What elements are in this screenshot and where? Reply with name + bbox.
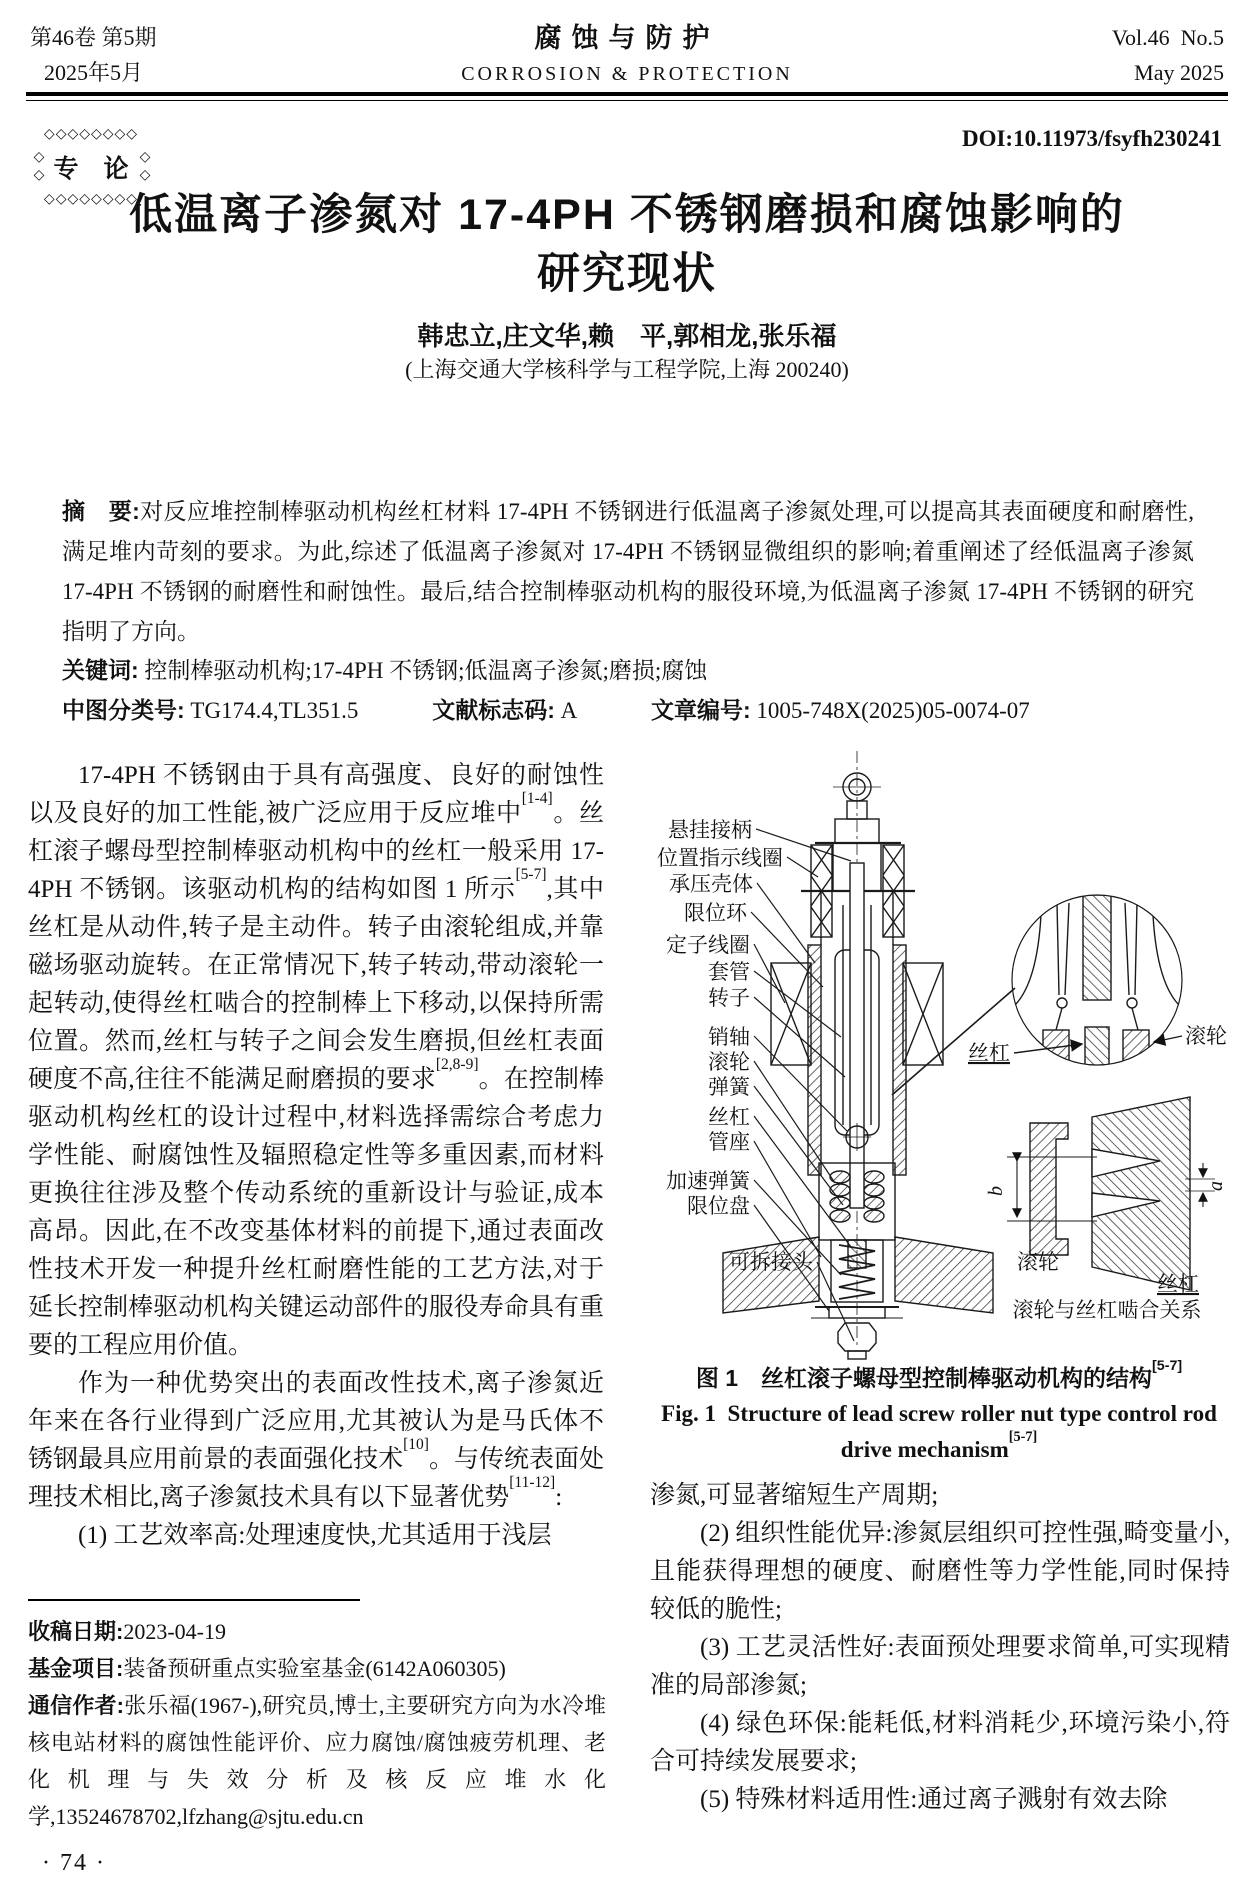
body-paragraph-2: 作为一种优势突出的表面改性技术,离子渗氮近年来在各行业得到广泛应用,尤其被认为是马氏体不锈钢最具应用前景的表面强化技术[10]。与传统表面处理技术相比,离子渗氮技术具有以下显著优势[11-12]: xyxy=(28,1370,604,1511)
label-pin-shaft: 销轴 xyxy=(708,1025,750,1049)
issue-cn: 第46卷 第5期 xyxy=(30,25,157,50)
journal-title-en: CORROSION & PROTECTION xyxy=(461,63,793,85)
label-limit-plate: 限位盘 xyxy=(687,1194,750,1218)
badge-border-bottom: ◇◇◇◇◇◇◇◇ xyxy=(43,192,139,207)
vol-en: Vol.46 No.5 xyxy=(1111,25,1224,50)
doc-code-value: A xyxy=(560,698,578,723)
footnote-corresponding: 通信作者:张乐福(1967-),研究员,博士,主要研究方向为水冷堆核电站材料的腐蚀性能评价、应力腐蚀/腐蚀疲劳机理、老化机理与失效分析及核反应堆水化学,13524678702,lfzhang@sjtu.edu.cn xyxy=(28,1693,606,1829)
doc-code-label: 文献标志码: xyxy=(432,697,555,723)
inset-label-roller: 滚轮 xyxy=(1185,1024,1227,1048)
body-list-item-5: (5) 特殊材料适用性:通过离子溅射有效去除 xyxy=(700,1786,1168,1813)
figure-1-caption xyxy=(648,1357,1230,1468)
inset-detail xyxy=(1013,895,1181,1072)
label-pressure-shell: 承压壳体 xyxy=(669,872,753,896)
date-cn: 2025年5月 xyxy=(44,60,144,85)
figure-caption-en-ref: [5-7] xyxy=(1008,1428,1038,1445)
label-hanging-handle: 悬挂接柄 xyxy=(668,818,752,842)
label-stator-coil: 定子线圈 xyxy=(666,933,750,957)
figure-caption-cn: 图 1 丝杠滚子螺母型控制棒驱动机构的结构[5-7] xyxy=(695,1357,1183,1391)
figure-caption-cn-ref: [5-7] xyxy=(1152,1357,1183,1374)
figure-1-drawing xyxy=(645,745,1240,1360)
label-limit-ring: 限位环 xyxy=(684,901,747,925)
page-number: · 74 · xyxy=(42,1850,106,1876)
column-badge-label: 专 论 xyxy=(53,155,129,183)
authors: 韩忠立,庄文华,赖 平,郭相龙,张乐福 xyxy=(417,321,837,351)
label-roller: 滚轮 xyxy=(708,1050,750,1074)
left-column xyxy=(28,757,604,1555)
footnote-received: 收稿日期:2023-04-19 xyxy=(28,1619,226,1644)
keywords-line xyxy=(62,652,1194,685)
body-list-item-1: (1) 工艺效率高:处理速度快,尤其适用于浅层 xyxy=(78,1522,552,1549)
abstract-label: 摘 要: xyxy=(62,498,140,524)
label-tube-seat: 管座 xyxy=(708,1130,750,1154)
body-list-item-3: (3) 工艺灵活性好:表面预处理要求简单,可实现精准的局部渗氮; xyxy=(650,1634,1230,1699)
label-detachable-joint: 可拆接头 xyxy=(729,1250,813,1274)
header-double-rule xyxy=(26,92,1228,101)
label-accel-spring: 加速弹簧 xyxy=(666,1169,750,1193)
article-title-line2: 研究现状 xyxy=(537,250,717,298)
label-rotor: 转子 xyxy=(708,986,750,1010)
affiliation: (上海交通大学核科学与工程学院,上海 200240) xyxy=(405,357,849,382)
article-title-line1: 低温离子渗氮对 17-4PH 不锈钢磨损和腐蚀影响的 xyxy=(129,191,1125,239)
doi: DOI:10.11973/fsyfh230241 xyxy=(961,126,1222,151)
journal-title-cn: 腐蚀与防护 xyxy=(534,23,720,53)
dimension-a: a xyxy=(1205,1181,1227,1191)
label-spring: 弹簧 xyxy=(708,1075,750,1099)
body-list-item-4: (4) 绿色环保:能耗低,材料消耗少,环境污染小,符合可持续发展要求; xyxy=(650,1710,1230,1775)
keywords-label: 关键词: xyxy=(62,657,139,683)
footnote-block xyxy=(28,1613,606,1835)
abstract-text: 对反应堆控制棒驱动机构丝杠材料 17-4PH 不锈钢进行低温离子渗氮处理,可以提高其表面硬度和耐磨性,满足堆内苛刻的要求。为此,综述了低温离子渗氮对 17-4PH 不锈钢显微组织的影响;着重阐述了经低温离子渗氮 17-4PH 不锈钢的耐磨性和耐蚀性。最后,结合控制棒驱动机构的服役环境,为低温离子渗氮 17-4PH 不锈钢的研究指明了方向。 xyxy=(62,499,1194,644)
classification-line xyxy=(62,692,1222,725)
body-paragraph-1: 17-4PH 不锈钢由于具有高强度、良好的耐蚀性以及良好的加工性能,被广泛应用于反应堆中[1-4]。丝杠滚子螺母型控制棒驱动机构中的丝杠一般采用 17-4PH 不锈钢。该驱动机构的结构如图 1 所示[5-7],其中丝杠是从动件,转子是主动件。转子由滚轮组成,并靠磁场驱动旋转。在正常情况下,转子转动,带动滚轮一起转动,使得丝杠啮合的控制棒上下移动,以保持所需位置。然而,丝杠与转子之间会发生磨损,但丝杠表面硬度不高,往往不能满足耐磨损的要求[2,8-9]。在控制棒驱动机构丝杠的设计过程中,材料选择需综合考虑力学性能、耐腐蚀性及辐照稳定性等多重因素,而材料更换往往涉及整个传动系统的重新设计与验证,成本高昂。因此,在不改变基体材料的前提下,通过表面改性技术开发一种提升丝杠耐磨性能的工艺方法,对于延长控制棒驱动机构关键运动部件的服役寿命具有重要的工程应用价值。 xyxy=(28,762,604,1359)
date-en: May 2025 xyxy=(1134,60,1224,85)
footnote-fund: 基金项目:装备预研重点实验室基金(6142A060305) xyxy=(28,1656,506,1681)
engagement-label-lead-screw: 丝杠 xyxy=(1157,1272,1199,1296)
article-id-label: 文章编号: xyxy=(650,697,751,723)
engagement-caption: 滚轮与丝杠啮合关系 xyxy=(1012,1298,1202,1322)
badge-border-top: ◇◇◇◇◇◇◇◇ xyxy=(43,127,139,142)
abstract xyxy=(62,491,1194,652)
clc-label: 中图分类号: xyxy=(62,697,185,723)
article-id-value: 1005-748X(2025)05-0074-07 xyxy=(756,698,1030,723)
figure-caption-en-line1: Fig. 1 Structure of lead screw roller nut type control rod xyxy=(661,1401,1217,1426)
footnote-rule xyxy=(28,1599,360,1601)
figure-caption-en-line2: drive mechanism[5-7] xyxy=(840,1428,1038,1462)
label-sleeve: 套管 xyxy=(708,960,750,984)
right-column xyxy=(650,1477,1230,1819)
keywords: 控制棒驱动机构;17-4PH 不锈钢;低温离子渗氮;磨损;腐蚀 xyxy=(144,658,708,683)
header-vol-block xyxy=(1112,20,1224,90)
dimension-b: b xyxy=(985,1186,1007,1196)
body-list-item-2: (2) 组织性能优异:渗氮层组织可控性强,畸变量小,且能获得理想的硬度、耐磨性等力学性能,同时保持较低的脆性; xyxy=(650,1520,1230,1623)
label-lead-screw: 丝杠 xyxy=(708,1105,750,1129)
header-journal-block xyxy=(0,16,1254,86)
clc-value: TG174.4,TL351.5 xyxy=(190,698,359,723)
label-position-indicator-coil: 位置指示线圈 xyxy=(657,846,783,870)
inset-label-lead-screw: 丝杠 xyxy=(968,1041,1010,1065)
badge-border-left: ◇◇ xyxy=(31,149,46,185)
badge-border-right: ◇◇ xyxy=(137,149,152,185)
article-title xyxy=(0,186,1254,304)
engagement-label-roller: 滚轮 xyxy=(1017,1250,1059,1274)
body-continuation: 渗氮,可显著缩短生产周期; xyxy=(650,1482,939,1509)
